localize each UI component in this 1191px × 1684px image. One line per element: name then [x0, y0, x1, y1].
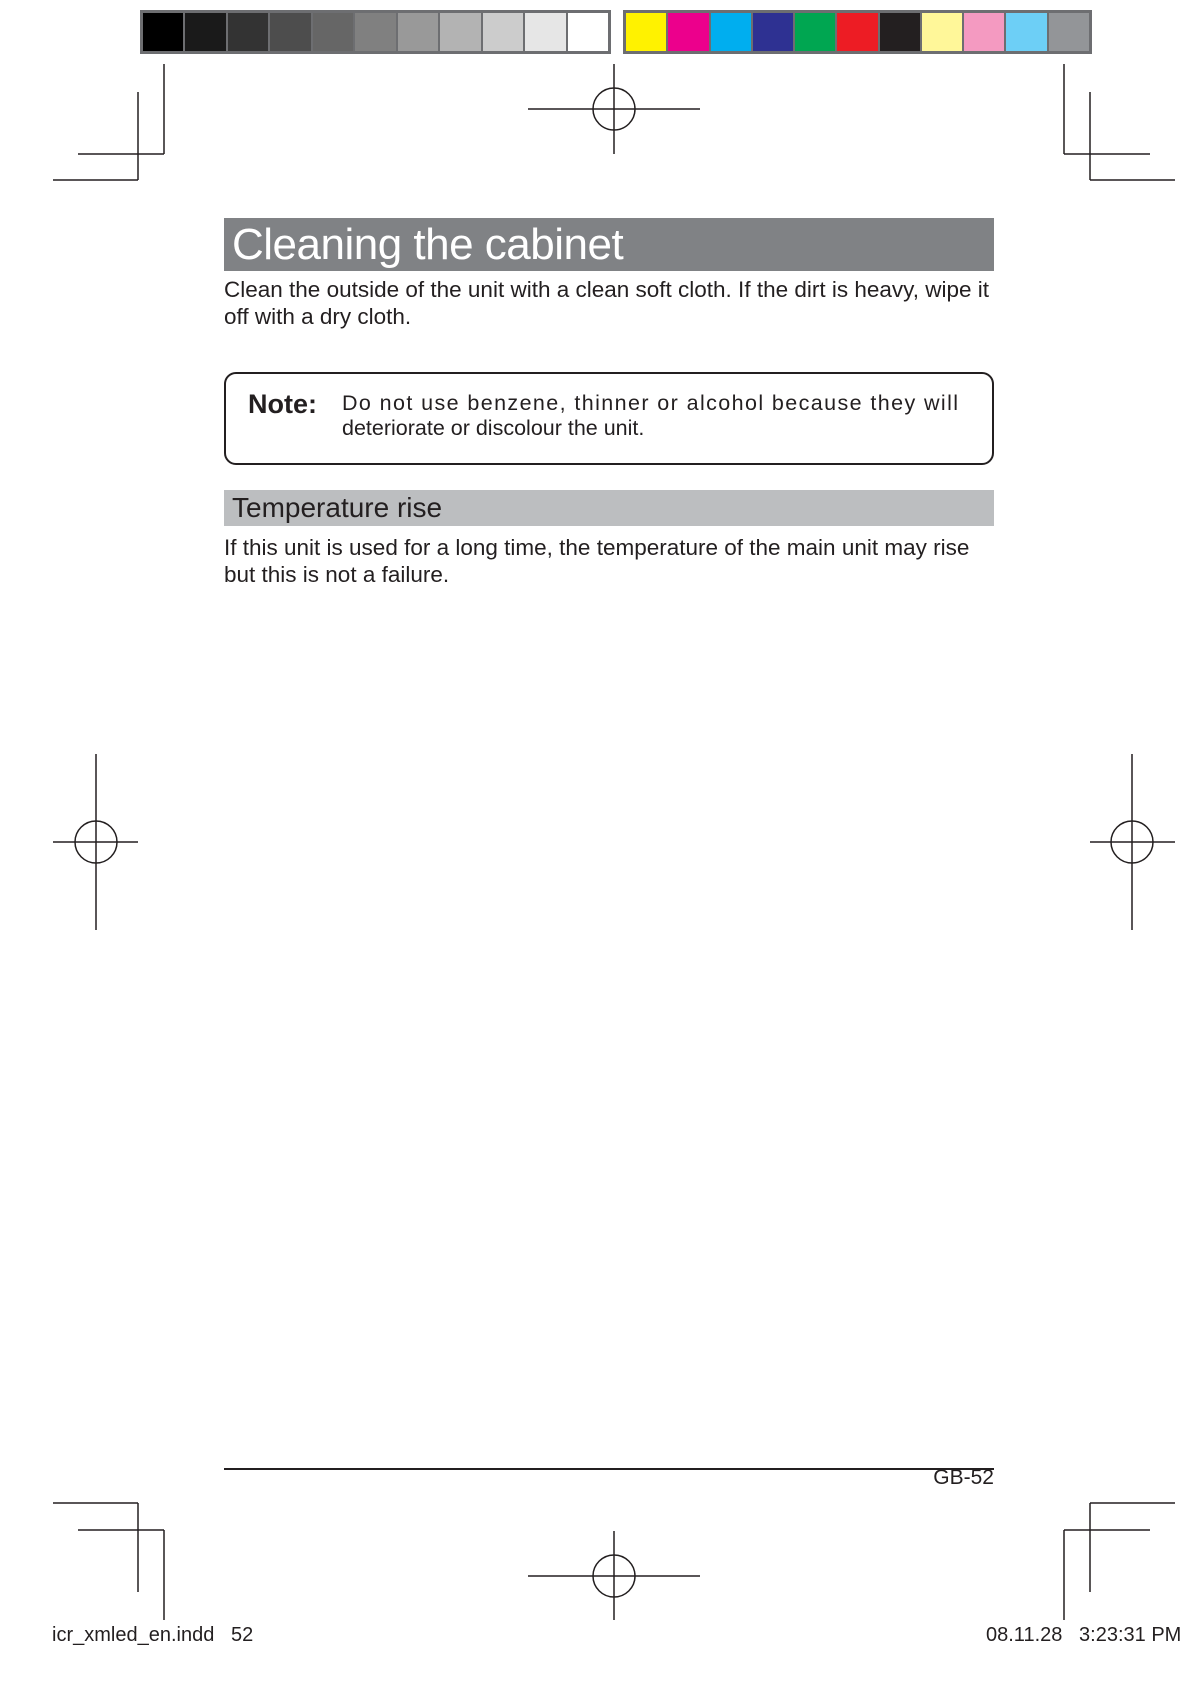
note-line-1: Do not use benzene, thinner or alcohol because they will [342, 391, 960, 415]
subsection-body: If this unit is used for a long time, the temperature of the main unit may rise but this is not a failure. [224, 535, 970, 587]
slug-file-name: icr_xmled_en.indd 52 [52, 1624, 254, 1646]
note-line-2: deteriorate or discolour the unit. [342, 416, 645, 440]
section-body: Clean the outside of the unit with a clean soft cloth. If the dirt is heavy, wipe it off with a dry cloth. [224, 277, 989, 329]
slug-datetime: 08.11.28 3:23:31 PM [986, 1624, 1182, 1646]
subsection-title: Temperature rise [224, 490, 994, 526]
footer-rule [224, 1468, 994, 1470]
page-number: GB-52 [933, 1466, 994, 1489]
section-title: Cleaning the cabinet [224, 218, 994, 271]
note-label: Note: [248, 389, 317, 419]
note-text [342, 391, 974, 441]
